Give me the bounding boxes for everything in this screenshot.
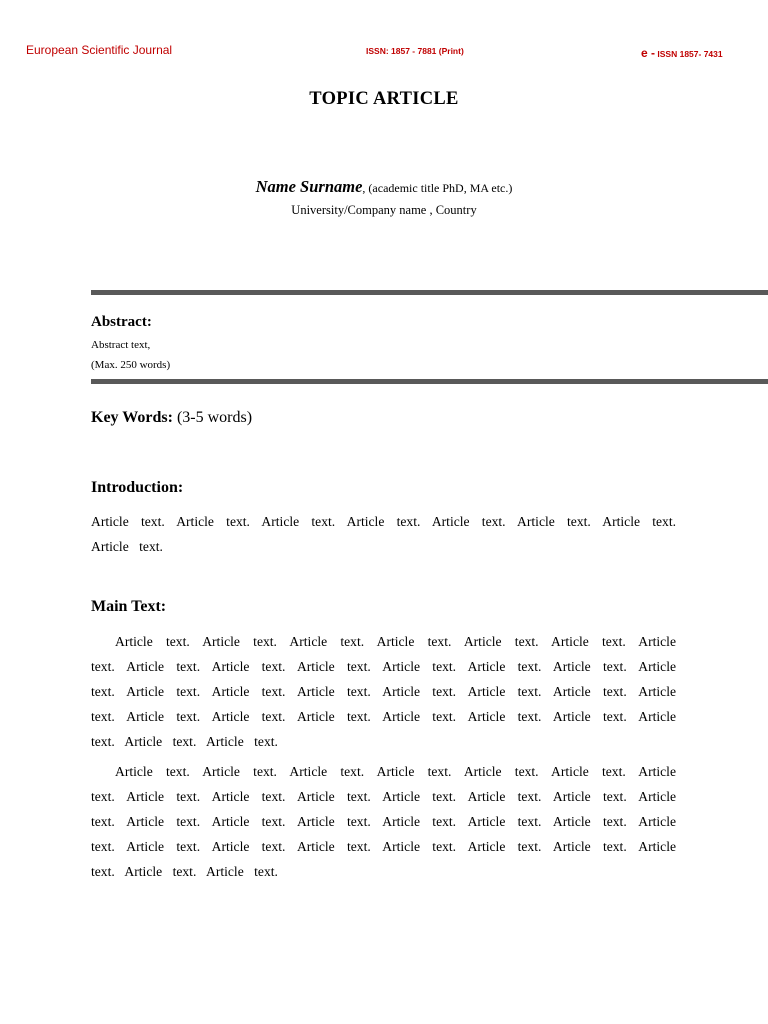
author-name: Name Surname (255, 177, 363, 196)
issn-print: ISSN: 1857 - 7881 (Print) (366, 46, 464, 56)
article-title: TOPIC ARTICLE (309, 89, 459, 109)
keywords (91, 409, 252, 427)
divider-top (91, 290, 768, 295)
divider-bottom (91, 379, 768, 384)
author-line (0, 177, 768, 197)
author-affiliation: University/Company name , Country (291, 203, 477, 217)
issn-e-number: ISSN 1857- 7431 (657, 49, 723, 59)
issn-electronic (641, 46, 723, 60)
abstract-limit: (Max. 250 words) (91, 359, 171, 371)
keywords-label: Key Words: (91, 409, 173, 426)
journal-name: European Scientific Journal (26, 43, 173, 57)
main-text-paragraph: Article text. Article text. Article text. Article text. Article text. Article text. Article text. Article text. Article text. Article text. Article text. Article text. Article text. Article text. Article text. Article text. Article text. Article text. Article text. Article text. Article text. Article text. Article text. Article text. Article text. Article text. Article text. Article text. Article text. Article text. (91, 764, 676, 879)
abstract-heading: Abstract: (91, 314, 152, 330)
author-academic-title: , (academic title PhD, MA etc.) (362, 181, 513, 195)
introduction-heading: Introduction: (91, 479, 184, 496)
issn-e-prefix: e - (641, 46, 656, 60)
main-text-heading: Main Text: (91, 598, 167, 615)
keywords-value: (3-5 words) (176, 409, 253, 426)
abstract-text: Abstract text, (91, 339, 151, 351)
main-text-paragraph: Article text. Article text. Article text. Article text. Article text. Article text. Article text. Article text. Article text. Article text. Article text. Article text. Article text. Article text. Article text. Article text. Article text. Article text. Article text. Article text. Article text. Article text. Article text. Article text. Article text. Article text. Article text. Article text. Article text. Article text. (91, 634, 676, 749)
introduction-paragraph: Article text. Article text. Article text. Article text. Article text. Article text. Article text. Article text. (91, 514, 676, 554)
